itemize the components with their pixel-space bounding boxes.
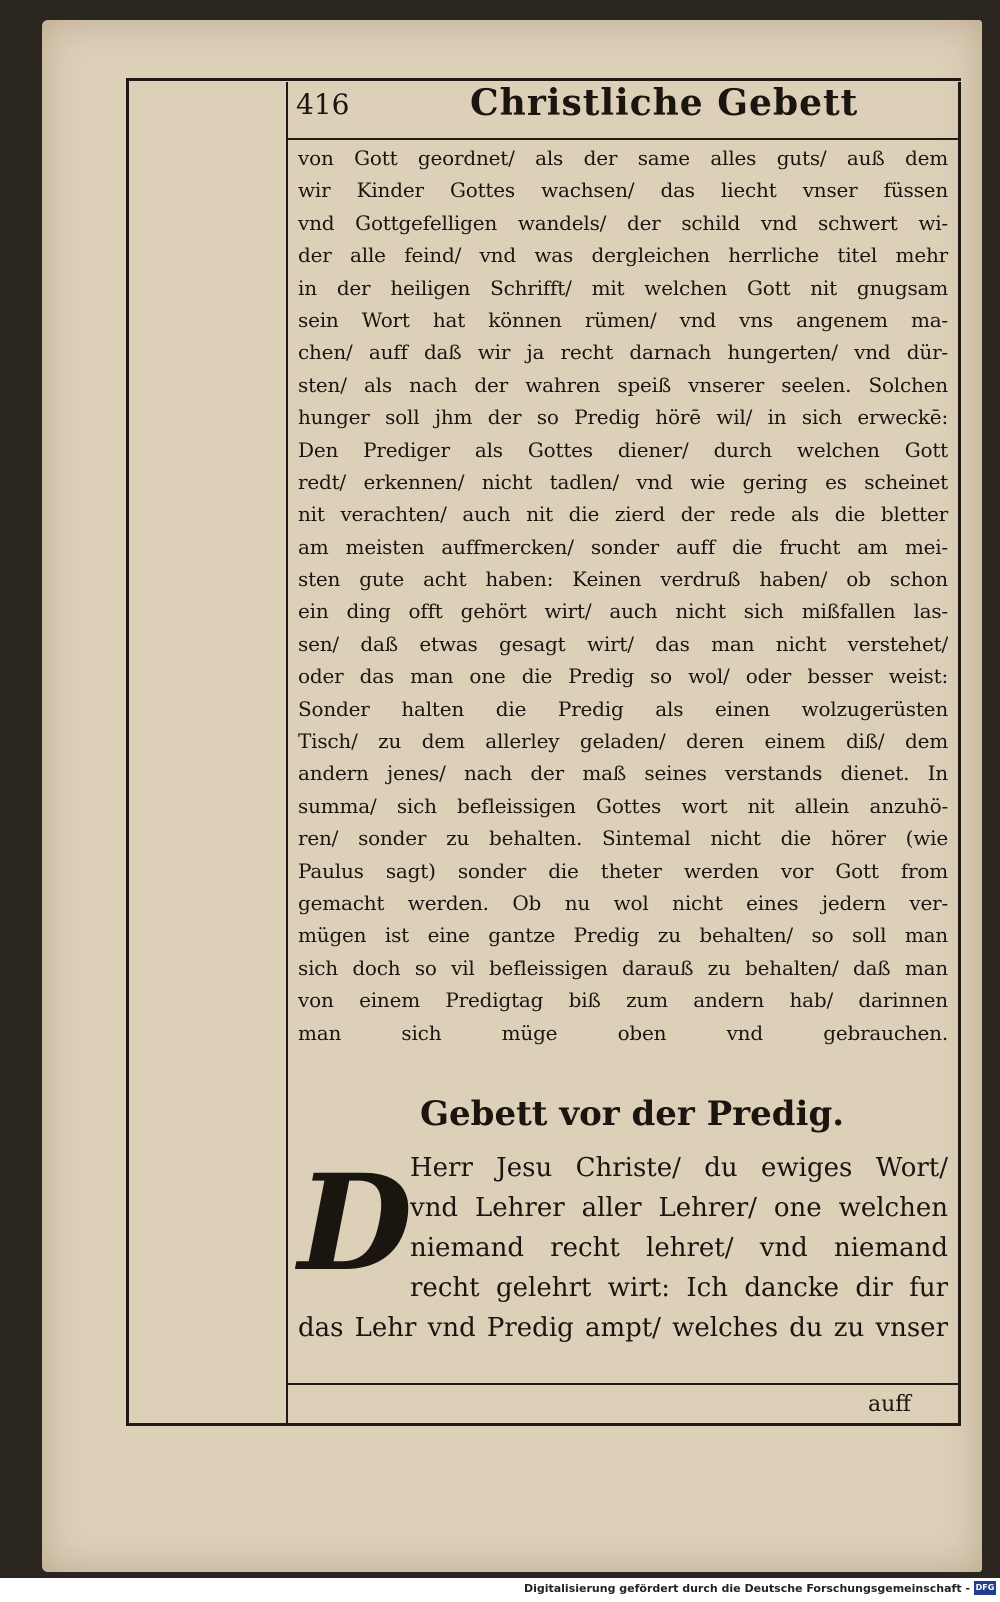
text-line: sein Wort hat können rümen/ vnd vns angenem ma- xyxy=(298,307,948,332)
digitization-credit: Digitalisierung gefördert durch die Deutsche Forschungsgemeinschaft - xyxy=(523,1582,970,1595)
text-line: andern jenes/ nach der maß seines verstands dienet. In xyxy=(298,761,948,786)
text-line: vnd Gottgefelligen wandels/ der schild vnd schwert wi- xyxy=(298,210,948,235)
text-line: nit verachten/ auch nit die zierd der rede als die bletter xyxy=(298,502,948,527)
prayer-line: vnd Lehrer aller Lehrer/ one welchen xyxy=(410,1193,948,1223)
text-line: Den Prediger als Gottes diener/ durch welchen Gott xyxy=(298,437,948,462)
catchword: auff xyxy=(868,1392,911,1417)
text-line: sten/ als nach der wahren speiß vnserer seelen. Solchen xyxy=(298,372,948,397)
footer-rule xyxy=(286,1383,961,1385)
text-line: sich doch so vil befleissigen darauß zu behalten/ daß man xyxy=(298,955,948,980)
section-heading: Gebett vor der Predig. xyxy=(420,1094,845,1134)
text-line: der alle feind/ vnd was dergleichen herrliche titel mehr xyxy=(298,243,948,268)
header-rule xyxy=(286,138,961,140)
text-line: wir Kinder Gottes wachsen/ das liecht vnser füssen xyxy=(298,178,948,203)
text-line: Tisch/ zu dem allerley geladen/ deren einem diß/ dem xyxy=(298,729,948,754)
text-line: Paulus sagt) sonder die theter werden vor Gott from xyxy=(298,858,948,883)
text-line: ein ding offt gehört wirt/ auch nicht sich mißfallen las- xyxy=(298,599,948,624)
text-line: oder das man one die Predig so wol/ oder besser weist: xyxy=(298,664,948,689)
running-title: Christliche Gebett xyxy=(470,82,859,124)
prayer-line: recht gelehrt wirt: Ich dancke dir fur xyxy=(410,1273,948,1303)
drop-cap-initial: D xyxy=(298,1146,413,1301)
text-line: in der heiligen Schrifft/ mit welchen Gott nit gnugsam xyxy=(298,275,948,300)
page-number: 416 xyxy=(296,88,350,121)
body-text xyxy=(298,142,948,1049)
text-line: von einem Predigtag biß zum andern hab/ darinnen xyxy=(298,988,948,1013)
text-line: Sonder halten die Predig als einen wolzugerüsten xyxy=(298,696,948,721)
prayer-line: Herr Jesu Christe/ du ewiges Wort/ xyxy=(410,1153,948,1183)
text-line: am meisten auffmercken/ sonder auff die frucht am mei- xyxy=(298,534,948,559)
text-line: summa/ sich befleissigen Gottes wort nit allein anzuhö- xyxy=(298,793,948,818)
text-line: sten gute acht haben: Keinen verdruß haben/ ob schon xyxy=(298,567,948,592)
text-line: redt/ erkennen/ nicht tadlen/ vnd wie gering es scheinet xyxy=(298,469,948,494)
prayer-line: niemand recht lehret/ vnd niemand xyxy=(410,1233,948,1263)
prayer-line: das Lehr vnd Predig ampt/ welches du zu vnser xyxy=(298,1313,948,1343)
text-line: hunger soll jhm der so Predig hörē wil/ in sich erweckē: xyxy=(298,405,948,430)
dfg-logo[interactable]: DFG xyxy=(974,1581,996,1595)
text-line: ren/ sonder zu behalten. Sintemal nicht die hörer (wie xyxy=(298,826,948,851)
prayer-text xyxy=(298,1148,948,1348)
text-line: sen/ daß etwas gesagt wirt/ das man nicht verstehet/ xyxy=(298,631,948,656)
text-line: von Gott geordnet/ als der same alles guts/ auß dem xyxy=(298,146,948,170)
text-line: chen/ auff daß wir ja recht darnach hungerten/ vnd dür- xyxy=(298,340,948,365)
text-line: gemacht werden. Ob nu wol nicht eines jedern ver- xyxy=(298,890,948,915)
text-line: man sich müge oben vnd gebrauchen. xyxy=(298,1020,948,1045)
text-line: mügen ist eine gantze Predig zu behalten/ so soll man xyxy=(298,923,948,948)
